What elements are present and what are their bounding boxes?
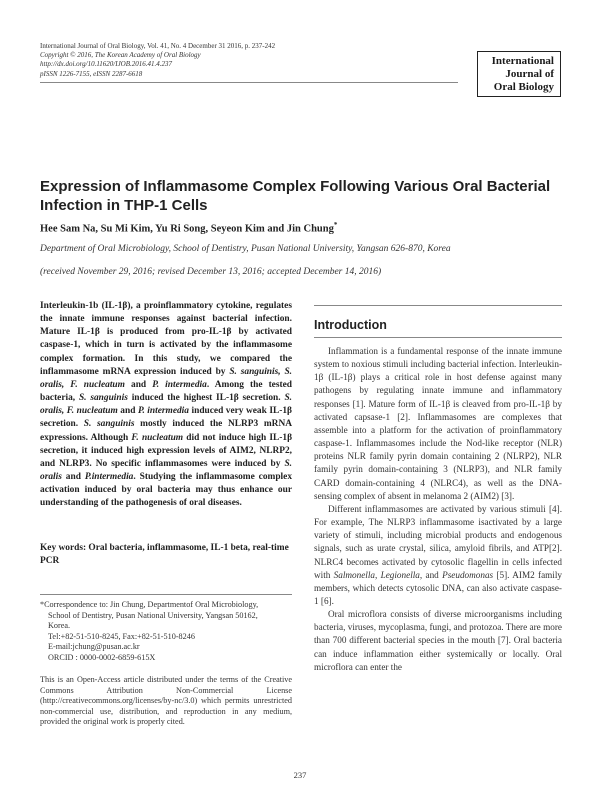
citation-line: International Journal of Oral Biology, Vol. 41, No. 4 December 31 2016, p. 237-242 xyxy=(40,42,276,50)
email-link[interactable]: E-mail:jchung@pusan.ac.kr xyxy=(48,642,140,652)
correspondence-footnote xyxy=(40,600,292,664)
abstract: Interleukin-1b (IL-1β), a proinflammatory cytokine, regulates the innate immune responses against bacterial infection. Mature IL-1β is produced from pro-IL-1β by activated caspase-1, which in turn is activated by the inflammasome complex formation. In this study, we compared the inflammasome mRNA expression induced by S. sanguinis, S. oralis, F. nucleatum and P. intermedia. Among the tested bacteria, S. sanguinis induced the highest IL-1β secretion. S. oralis, F. nucleatum and P. intermedia induced very weak IL-1β secretion. S. sanguinis mostly induced the NLRP3 mRNA expressions. Although F. nucleatum did not induce high IL-1β secretion, it induced high expression levels of AIM2, NLRP2, and NLRP3. No specific inflammasomes were induced by S. oralis and P.intermedia. Studying the inflammasome complex activation induced by oral bacteria may thus enhance our understanding of the pathogenesis of oral diseases. xyxy=(40,301,293,509)
journal-logo-line: International xyxy=(491,55,554,67)
keywords: Key words: Oral bacteria, inflammasome, IL-1 beta, real-time PCR xyxy=(40,543,289,566)
journal-logo-line: Oral Biology xyxy=(493,81,554,93)
footnote-line: *Correspondence to: Jin Chung, Departmentof Oral Microbiology, xyxy=(40,600,259,609)
header-divider xyxy=(40,82,458,83)
received-dates: (received November 29, 2016; revised December 13, 2016; accepted December 14, 2016) xyxy=(40,267,382,277)
journal-logo-line: Journal of xyxy=(505,68,554,80)
copyright-line: Copyright © 2016, The Korean Academy of Oral Biology xyxy=(40,51,201,60)
journal-logo-box xyxy=(477,51,561,97)
affiliation: Department of Oral Microbiology, School of Dentistry, Pusan National University, Yangsan 626-870, Korea xyxy=(40,244,451,254)
intro-heading-rule xyxy=(314,337,562,338)
orcid-line: ORCID : 0000-0002-6859-615X xyxy=(48,652,156,662)
doi-link[interactable]: http://dx.doi.org/10.11620/IJOB.2016.41.4.237 xyxy=(40,60,173,69)
corresponding-mark: * xyxy=(333,221,338,229)
license-notice: This is an Open-Access article distributed under the terms of the Creative Commons Attribution Non-Commercial License (http://creativecommons.org/licenses/by-nc/3.0) which permits unrestricted non-commercial use, distribution, and reproduction in any medium, provided the original work is properly cited. xyxy=(40,675,292,727)
intro-top-rule xyxy=(314,305,562,306)
author-list xyxy=(40,221,337,235)
footnote-line: Korea. xyxy=(48,621,71,631)
paragraph: Different inflammasomes are activated by various stimuli [4]. For example, The NLRP3 inflammasome isactivated by a large variety of stimuli, including microbial products and endogenous signals, such as urate crystal, silica, amyloid fibrils, and ATP[2]. NLRC4 becomes activated by cytosolic flagellin in cells infected with Salmonella, Legionella, and Pseudomonas [5]. AIM2 family members, which detects cytosolic DNA, can also activate caspase-1 [6]. xyxy=(314,503,563,606)
footnote-divider xyxy=(40,594,292,595)
issn-line: pISSN 1226-7155, eISSN 2287-6618 xyxy=(40,69,143,78)
author-names: Hee Sam Na, Su Mi Kim, Yu Ri Song, Seyeon Kim and Jin Chung xyxy=(40,223,334,235)
journal-citation xyxy=(40,42,275,79)
introduction-body xyxy=(314,345,562,674)
paragraph: Inflammation is a fundamental response of the innate immune system to noxious stimuli including bacterial infection. Interleukin-1β (IL-1β) plays a critical role in host defense against many pathogens by regulating innate immune and inflammatory responses [1]. Mature form of IL-1β is cleaved from pro-IL-1β by activated capsase-1 [2]. Inflammasomes are complexes that assemble into a platform for the activation of proinflammatory caspase-1. Inflammasomes include the Nod-like receptor (NLR) proteins NLR family pyrin domain containing 2 (NLRP2), NLR family pyrin domain-containing 3 (NLRP3), and NLR family CARD domain-containing 4 (NLRC4), as well as the DNA-sensing complex of absent in melanoma 2 (AIM2) [3]. xyxy=(314,346,563,501)
footnote-line: School of Dentistry, Pusan National University, Yangsan 50162, xyxy=(48,610,258,620)
article-title: Expression of Inflammasome Complex Following Various Oral Bacterial Infection in THP-1 Cells xyxy=(40,178,551,214)
section-heading-introduction: Introduction xyxy=(314,318,387,332)
paragraph: Oral microflora consists of diverse microorganisms including bacteria, viruses, mycoplasma, fungi, and protozoa. There are more than 700 different bacterial species in the mouth [7]. Oral bacteria can induce inflammation either systemically or locally. Oral microflora can enter the xyxy=(314,609,562,672)
footnote-line: Tel:+82-51-510-8245, Fax:+82-51-510-8246 xyxy=(48,631,195,641)
page-number: 237 xyxy=(293,770,307,780)
